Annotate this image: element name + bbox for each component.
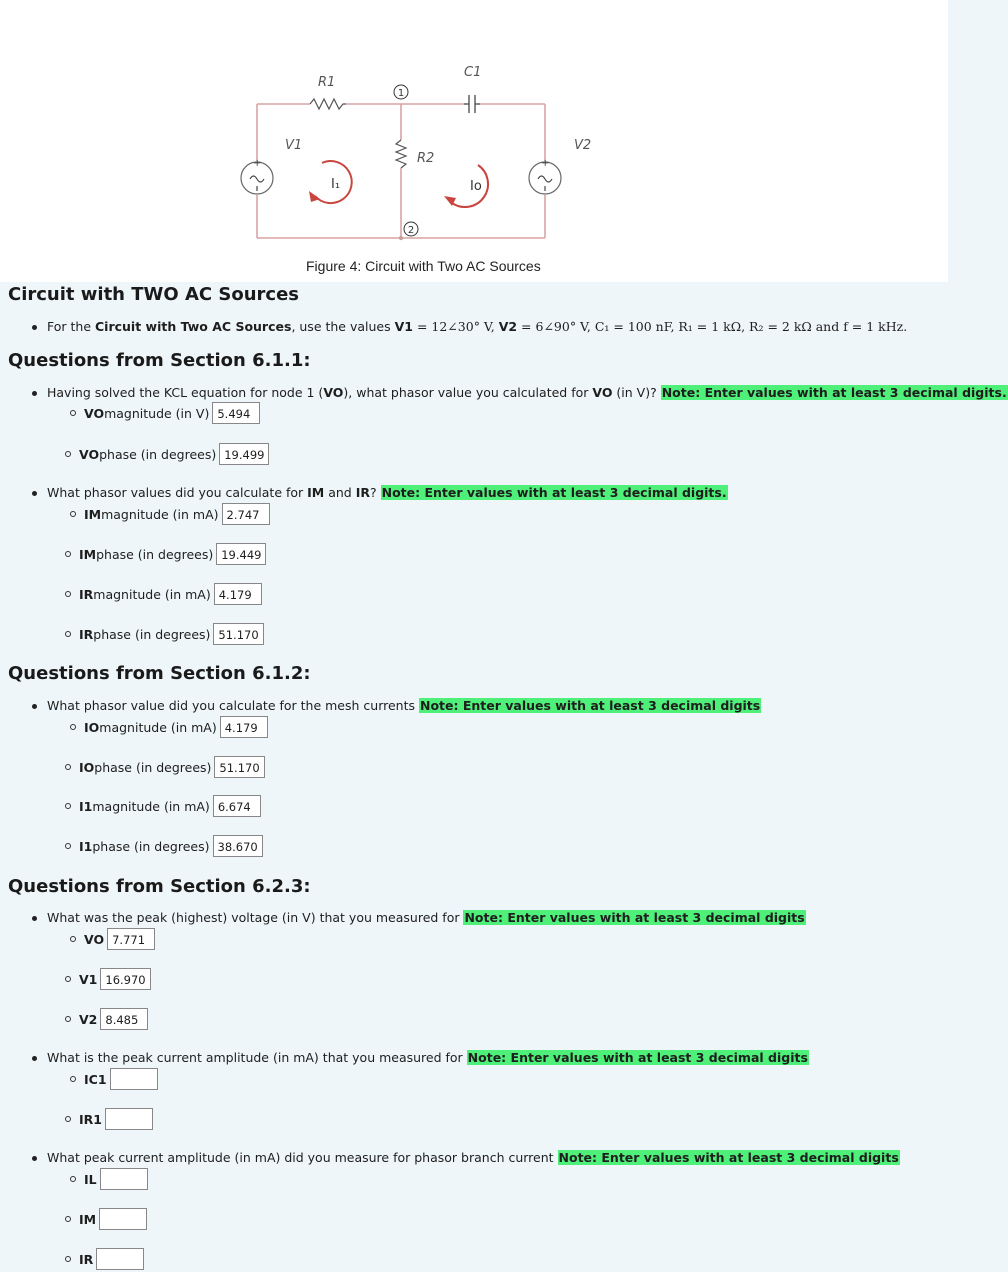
field-vo-phase (79, 443, 269, 465)
field-label: VO (84, 405, 105, 421)
note-highlight: Note: Enter values with at least 3 decimal digits. (661, 385, 1007, 400)
question-623-3 (47, 1150, 900, 1165)
field-vo-peak (84, 928, 155, 950)
field-i1-magnitude (79, 795, 261, 817)
intro-prefix: For the (47, 319, 95, 334)
q-text: What phasor value did you calculate for the mesh currents (47, 698, 419, 713)
field-ic1-peak (84, 1068, 158, 1090)
section-title-623: Questions from Section 6.2.3: (8, 876, 311, 897)
q-text: (in V)? (612, 385, 661, 400)
circuit-wires (257, 104, 545, 238)
v2-source-icon (529, 158, 561, 194)
r2-resistor (396, 140, 406, 168)
field-suffix: phase (in degrees) (99, 446, 217, 462)
note-highlight: Note: Enter values with at least 3 decimal digits. (381, 485, 727, 500)
im-phase-input[interactable]: 19.449 (216, 543, 266, 565)
field-label: IM (79, 546, 97, 562)
il-peak-input[interactable] (100, 1168, 148, 1190)
field-ir-phase (79, 623, 264, 645)
question-611-2 (47, 485, 728, 500)
field-label: V2 (79, 1011, 98, 1027)
c1-label: C1 (464, 65, 482, 80)
field-il-peak (84, 1168, 148, 1190)
svg-text:+: + (541, 158, 550, 169)
note-highlight: Note: Enter values with at least 3 decimal digits (558, 1150, 899, 1165)
field-suffix: phase (in degrees) (93, 626, 211, 642)
q-text: What peak current amplitude (in mA) did you measure for phasor branch current (47, 1150, 558, 1165)
node2-label: 2 (407, 225, 415, 236)
field-suffix: magnitude (in mA) (101, 506, 219, 522)
circuit-figure (0, 0, 948, 282)
field-suffix: magnitude (in V) (104, 405, 210, 421)
q-text: What is the peak current amplitude (in mA) that you measured for (47, 1050, 467, 1065)
field-suffix: phase (in degrees) (96, 546, 214, 562)
v1-label: V1 (285, 138, 303, 153)
page-title: Circuit with TWO AC Sources (8, 284, 299, 305)
vo-magnitude-input[interactable]: 5.494 (212, 402, 260, 424)
field-im-magnitude (84, 503, 270, 525)
q-text: What phasor values did you calculate for (47, 485, 308, 500)
question-623-2 (47, 1050, 809, 1065)
q-text: and (324, 485, 356, 500)
field-label: IR (79, 1251, 94, 1267)
intro-mid: , use the values (291, 319, 395, 334)
q-text: What was the peak (highest) voltage (in V) that you measured for (47, 910, 464, 925)
field-suffix: magnitude (in mA) (99, 719, 217, 735)
q-text: ? (370, 485, 381, 500)
vo-peak-input[interactable]: 7.771 (107, 928, 155, 950)
r2-label: R2 (417, 151, 435, 166)
ir-phase-input[interactable]: 51.170 (213, 623, 263, 645)
intro-v2-label: V2 (498, 319, 518, 334)
field-label: IL (84, 1171, 97, 1187)
field-label: VO (79, 446, 100, 462)
field-ir-peak (79, 1248, 144, 1270)
io-phase-input[interactable]: 51.170 (214, 756, 264, 778)
field-suffix: phase (in degrees) (92, 838, 210, 854)
field-i1-phase (79, 835, 263, 857)
vo-phase-input[interactable]: 19.499 (219, 443, 269, 465)
circuit-diagram (0, 0, 948, 282)
field-ir1-peak (79, 1108, 153, 1130)
im-magnitude-input[interactable]: 2.747 (222, 503, 270, 525)
field-label: IR (79, 626, 94, 642)
field-label: IM (79, 1211, 97, 1227)
intro-item (47, 319, 907, 334)
ir-peak-input[interactable] (96, 1248, 144, 1270)
note-highlight: Note: Enter values with at least 3 decimal digits (464, 910, 805, 925)
i1-arrowhead-icon (309, 191, 320, 202)
v1-source-icon (241, 158, 273, 194)
field-suffix: phase (in degrees) (94, 759, 212, 775)
field-label: IR1 (79, 1111, 102, 1127)
intro-v2-value: = 6∠90° V, C₁ = 100 nF, R₁ = 1 kΩ, R₂ = 2 kΩ and f = 1 kHz. (517, 319, 908, 334)
field-label: I1 (79, 798, 93, 814)
q-bold: IR (355, 485, 370, 500)
field-label: IR (79, 586, 94, 602)
field-label: IM (84, 506, 102, 522)
node1-label: 1 (397, 88, 405, 99)
io-label: Io (470, 179, 482, 194)
q-bold: IM (307, 485, 325, 500)
field-v2-peak (79, 1008, 148, 1030)
intro-v1-label: V1 (394, 319, 413, 334)
note-highlight: Note: Enter values with at least 3 decimal digits (467, 1050, 808, 1065)
field-suffix: magnitude (in mA) (93, 586, 211, 602)
v1-peak-input[interactable]: 16.970 (100, 968, 150, 990)
im-peak-input[interactable] (99, 1208, 147, 1230)
q-bold: VO (592, 385, 613, 400)
field-suffix: magnitude (in mA) (92, 798, 210, 814)
field-label: IC1 (84, 1071, 107, 1087)
q-text: Having solved the KCL equation for node 1 ( (47, 385, 324, 400)
c1-capacitor (464, 95, 480, 113)
field-io-phase (79, 756, 265, 778)
field-label: I1 (79, 838, 93, 854)
ic1-peak-input[interactable] (110, 1068, 158, 1090)
field-label: V1 (79, 971, 98, 987)
field-im-peak (79, 1208, 147, 1230)
field-im-phase (79, 543, 266, 565)
field-label: VO (84, 931, 105, 947)
r1-resistor (310, 99, 346, 109)
v2-peak-input[interactable]: 8.485 (100, 1008, 148, 1030)
v2-label: V2 (574, 138, 592, 153)
field-ir-magnitude (79, 583, 262, 605)
note-highlight: Note: Enter values with at least 3 decimal digits (419, 698, 761, 713)
ir-magnitude-input[interactable]: 4.179 (214, 583, 262, 605)
intro-v1-value: = 12∠30° V, (412, 319, 499, 334)
r1-label: R1 (318, 75, 336, 90)
field-io-magnitude (84, 716, 268, 738)
section-title-612: Questions from Section 6.1.2: (8, 663, 311, 684)
ir1-peak-input[interactable] (105, 1108, 153, 1130)
i1-magnitude-input[interactable]: 6.674 (213, 795, 261, 817)
q-text: ), what phasor value you calculated for (343, 385, 593, 400)
field-v1-peak (79, 968, 151, 990)
figure-caption: Figure 4: Circuit with Two AC Sources (306, 258, 541, 274)
section-title-611: Questions from Section 6.1.1: (8, 350, 311, 371)
question-623-1 (47, 910, 806, 925)
field-label: IO (84, 719, 100, 735)
i1-label: I₁ (331, 177, 341, 192)
node2-dot (399, 236, 403, 240)
field-label: IO (79, 759, 95, 775)
question-612-1 (47, 698, 761, 713)
io-magnitude-input[interactable]: 4.179 (220, 716, 268, 738)
svg-text:+: + (253, 158, 262, 169)
q-bold: VO (323, 385, 344, 400)
field-vo-magnitude (84, 402, 260, 424)
i1-phase-input[interactable]: 38.670 (213, 835, 263, 857)
intro-bold: Circuit with Two AC Sources (95, 319, 292, 334)
question-611-1 (47, 385, 1008, 400)
